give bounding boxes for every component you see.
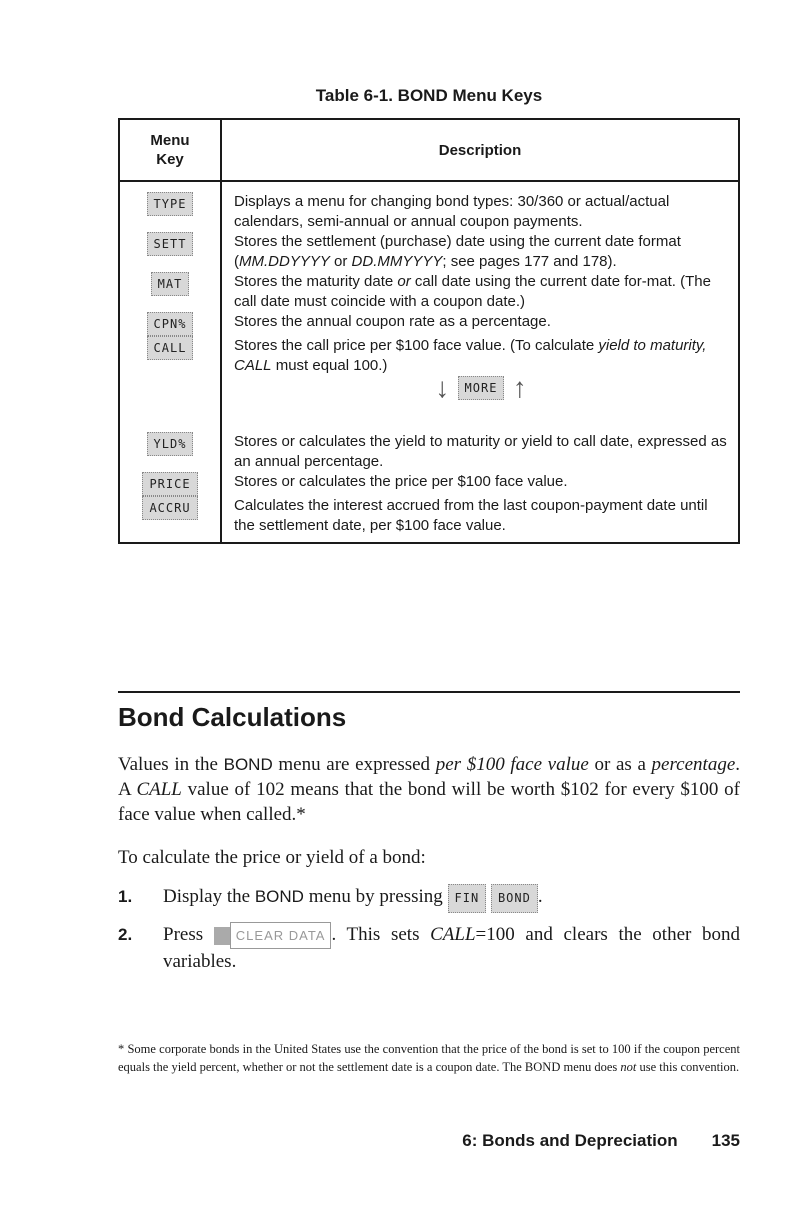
bond-softkey: BOND (491, 884, 538, 913)
sett-softkey: SETT (147, 232, 194, 256)
section-heading: Bond Calculations (118, 702, 347, 732)
step-text: Press CLEAR DATA . This sets CALL=100 and clears the other bond variables. (163, 924, 741, 972)
steps-intro: To calculate the price or yield of a bond: (118, 847, 426, 868)
page-footer (118, 1131, 740, 1151)
step-number: 2. (118, 925, 133, 944)
chapter-title: 6: Bonds and Depreciation (462, 1131, 678, 1150)
clear-data-key: CLEAR DATA (230, 922, 332, 949)
table-row (119, 272, 739, 312)
cpn-softkey: CPN% (147, 312, 194, 336)
shift-key-icon (214, 927, 230, 945)
row-description: Stores or calculates the yield to maturity or yield to call date, expressed as an annual percentage. (221, 432, 739, 472)
accru-softkey: ACCRU (142, 496, 197, 520)
type-softkey: TYPE (147, 192, 194, 216)
intro-paragraph: Values in the BOND menu are expressed per $100 face value or as a percentage. A CALL value of 102 means that the bond will be worth $102 for every $100 of face value when called.* (118, 754, 740, 825)
more-softkey: MORE (458, 376, 505, 400)
mat-softkey: MAT (151, 272, 190, 296)
table-row (119, 232, 739, 272)
list-item (118, 884, 740, 913)
more-row (119, 376, 739, 432)
row-description: Stores the settlement (purchase) date using the current date format (MM.DDYYYY or DD.MMYYYY; see pages 177 and 178). (221, 232, 739, 272)
arrow-up-icon: ↑ (512, 372, 527, 404)
row-description: Stores the annual coupon rate as a percentage. (221, 312, 739, 336)
header-menu-key: Menu Key (119, 119, 221, 181)
header-description: Description (221, 119, 739, 181)
step-text: Display the BOND menu by pressing FIN BOND . (163, 884, 740, 913)
section-rule (118, 691, 740, 693)
list-item (118, 922, 740, 974)
call-softkey: CALL (147, 336, 194, 360)
table-row (119, 336, 739, 376)
price-softkey: PRICE (142, 472, 197, 496)
table-header-row (119, 119, 739, 181)
footnote: * Some corporate bonds in the United States use the convention that the price of the bond is set to 100 if the coupon percent equals the yield percent, whether or not the settlement date is a coupon date. The BOND menu does not use this convention. (118, 1042, 740, 1074)
page-number: 135 (711, 1131, 740, 1150)
table-row (119, 472, 739, 496)
more-indicator (221, 372, 739, 432)
row-description: Stores the call price per $100 face value. (To calculate yield to maturity, CALL must equal 100.) (221, 336, 739, 376)
fin-softkey: FIN (448, 884, 487, 913)
table-row (119, 432, 739, 472)
row-description: Stores or calculates the price per $100 face value. (221, 472, 739, 496)
bond-menu-keys-table (118, 118, 740, 544)
row-description: Stores the maturity date or call date using the current date for-mat. (The call date must coincide with a coupon date.) (221, 272, 739, 312)
table-row (119, 496, 739, 543)
steps-list (118, 884, 740, 983)
table-row (119, 312, 739, 336)
table-title: Table 6-1. BOND Menu Keys (315, 86, 543, 105)
yld-softkey: YLD% (147, 432, 194, 456)
row-description: Calculates the interest accrued from the last coupon-payment date until the settlement date, per $100 face value. (221, 496, 739, 543)
row-description: Displays a menu for changing bond types: 30/360 or actual/actual calendars, semi-annual or annual coupon payments. (221, 181, 739, 232)
table-row (119, 181, 739, 232)
arrow-down-icon: ↓ (435, 372, 450, 404)
step-number: 1. (118, 887, 133, 906)
